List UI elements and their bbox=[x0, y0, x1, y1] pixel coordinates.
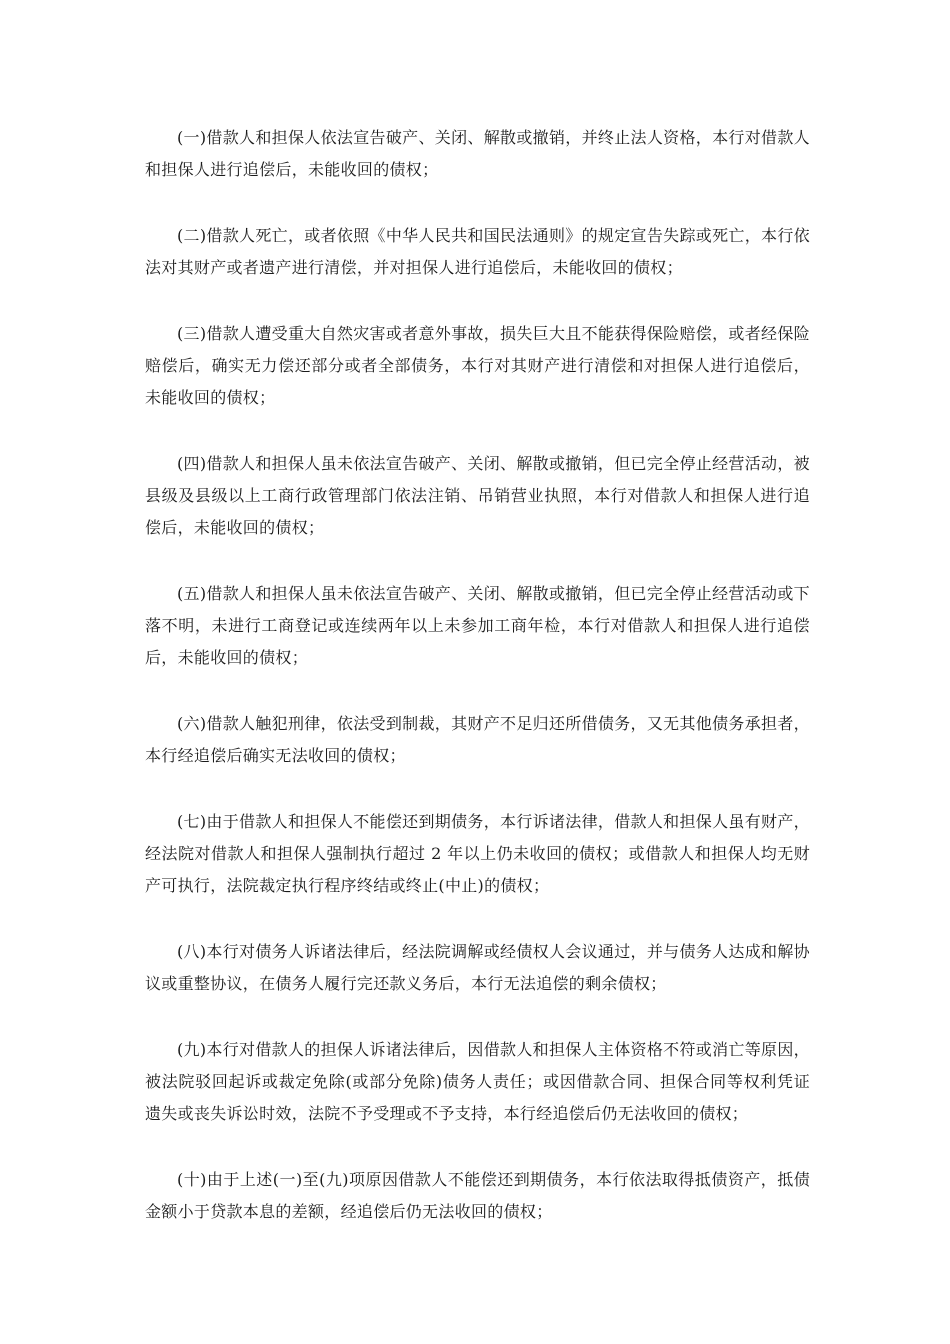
paragraph-1: (一)借款人和担保人依法宣告破产、关闭、解散或撤销，并终止法人资格，本行对借款人和担保人进行追偿后，未能收回的债权； bbox=[145, 128, 810, 179]
paragraph-9: (九)本行对借款人的担保人诉诸法律后，因借款人和担保人主体资格不符或消亡等原因，被法院驳回起诉或裁定免除(或部分免除)债务人责任；或因借款合同、担保合同等权利凭证遗失或丧失诉讼时效，法院不予受理或不予支持，本行经追偿后仍无法收回的债权； bbox=[145, 1040, 810, 1123]
paragraph-7: (七)由于借款人和担保人不能偿还到期债务，本行诉诸法律，借款人和担保人虽有财产，经法院对借款人和担保人强制执行超过 2 年以上仍未收回的债权；或借款人和担保人均无财产可执行，法院裁定执行程序终结或终止(中止)的债权； bbox=[145, 812, 810, 895]
paragraph-5: (五)借款人和担保人虽未依法宣告破产、关闭、解散或撤销，但已完全停止经营活动或下落不明，未进行工商登记或连续两年以上未参加工商年检，本行对借款人和担保人进行追偿后，未能收回的债权； bbox=[145, 584, 810, 667]
paragraph-3: (三)借款人遭受重大自然灾害或者意外事故，损失巨大且不能获得保险赔偿，或者经保险赔偿后，确实无力偿还部分或者全部债务，本行对其财产进行清偿和对担保人进行追偿后，未能收回的债权； bbox=[145, 324, 810, 407]
paragraph-2: (二)借款人死亡，或者依照《中华人民共和国民法通则》的规定宣告失踪或死亡，本行依法对其财产或者遗产进行清偿，并对担保人进行追偿后，未能收回的债权； bbox=[145, 226, 810, 277]
document-body bbox=[145, 122, 810, 1262]
paragraph-4: (四)借款人和担保人虽未依法宣告破产、关闭、解散或撤销，但已完全停止经营活动，被县级及县级以上工商行政管理部门依法注销、吊销营业执照，本行对借款人和担保人进行追偿后，未能收回的债权； bbox=[145, 454, 810, 537]
paragraph-10: (十)由于上述(一)至(九)项原因借款人不能偿还到期债务，本行依法取得抵债资产，抵债金额小于贷款本息的差额，经追偿后仍无法收回的债权； bbox=[145, 1170, 810, 1221]
paragraph-8: (八)本行对债务人诉诸法律后，经法院调解或经债权人会议通过，并与债务人达成和解协议或重整协议，在债务人履行完还款义务后，本行无法追偿的剩余债权； bbox=[145, 942, 810, 993]
paragraph-6: (六)借款人触犯刑律，依法受到制裁，其财产不足归还所借债务，又无其他债务承担者，本行经追偿后确实无法收回的债权； bbox=[145, 714, 810, 765]
